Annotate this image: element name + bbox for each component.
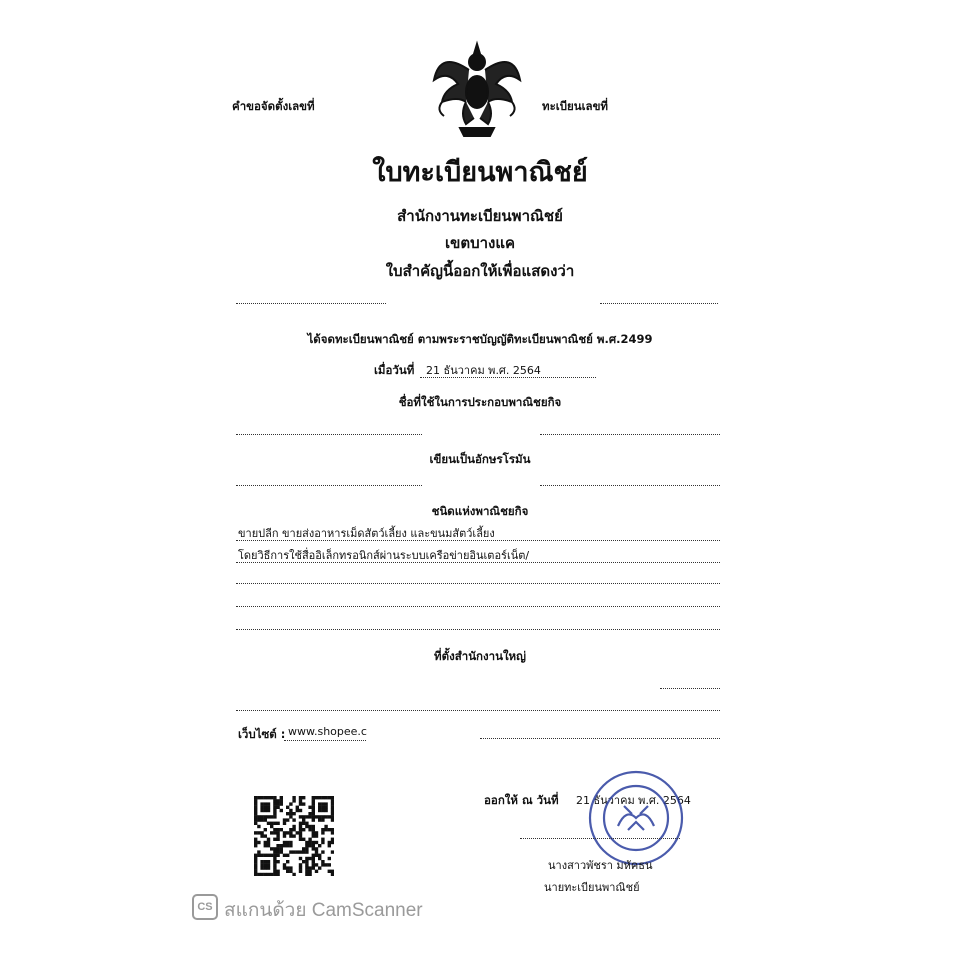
camscanner-watermark-text: สแกนด้วย CamScanner — [224, 900, 423, 921]
date-line — [420, 377, 596, 378]
registrar-title: นายทะเบียนพาณิชย์ — [544, 881, 640, 894]
business-type-underline-1 — [236, 540, 720, 541]
website-label: เว็บไซต์ : — [238, 727, 286, 741]
issued-date-label: ออกให้ ณ วันที่ — [484, 793, 559, 807]
date-value: 21 ธันวาคม พ.ศ. 2564 — [426, 364, 541, 377]
registration-act-text: ได้จดทะเบียนพาณิชย์ ตามพระราชบัญญัติทะเบียนพาณิชย์ พ.ศ.2499 — [307, 332, 653, 346]
business-type-underline-5 — [236, 629, 720, 630]
qr-code-icon — [254, 796, 334, 876]
business-type-label: ชนิดแห่งพาณิชยกิจ — [431, 504, 529, 518]
business-type-line-2: โดยวิธีการใช้สื่ออิเล็กทรอนิกส์ผ่านระบบเครือข่ายอินเตอร์เน็ต/ — [238, 549, 530, 562]
roman-name-line-left — [236, 485, 422, 486]
business-type-underline-3 — [236, 583, 720, 584]
business-type-underline-2 — [236, 562, 720, 563]
business-type-line-1: ขายปลีก ขายส่งอาหารเม็ดสัตว์เลี้ยง และขนมสัตว์เลี้ยง — [238, 527, 495, 540]
request-number-label: คำขอจัดตั้งเลขที่ — [232, 99, 315, 113]
website-value: www.shopee.c — [288, 725, 367, 738]
head-office-line-2 — [236, 710, 720, 711]
certify-statement: ใบสำคัญนี้ออกให้เพื่อแสดงว่า — [385, 262, 575, 280]
official-seal-stamp — [586, 768, 686, 868]
owner-name-line-left — [236, 303, 386, 304]
issued-date-value: 21 ธันวาคม พ.ศ. 2564 — [576, 794, 691, 807]
website-line-left — [284, 740, 366, 741]
certificate-title: ใบทะเบียนพาณิชย์ — [372, 157, 588, 188]
signature-line — [520, 838, 680, 839]
date-label: เมื่อวันที่ — [374, 363, 415, 377]
head-office-line-1 — [660, 688, 720, 689]
head-office-label: ที่ตั้งสำนักงานใหญ่ — [434, 649, 526, 663]
garuda-emblem-icon — [430, 40, 524, 140]
business-name-label: ชื่อที่ใช้ในการประกอบพาณิชยกิจ — [398, 395, 562, 409]
website-line-right — [480, 738, 720, 739]
owner-name-line-right — [600, 303, 718, 304]
camscanner-badge-icon: CS — [192, 894, 218, 920]
roman-name-line-right — [540, 485, 720, 486]
registrar-name: นางสาวพัชรา มหัคธน — [548, 859, 653, 872]
business-name-line-left — [236, 434, 422, 435]
roman-name-label: เขียนเป็นอักษรโรมัน — [429, 452, 531, 466]
district-name: เขตบางแค — [444, 234, 516, 252]
business-type-underline-4 — [236, 606, 720, 607]
business-name-line-right — [540, 434, 720, 435]
office-name: สำนักงานทะเบียนพาณิชย์ — [397, 207, 563, 225]
registration-number-label: ทะเบียนเลขที่ — [542, 99, 609, 113]
